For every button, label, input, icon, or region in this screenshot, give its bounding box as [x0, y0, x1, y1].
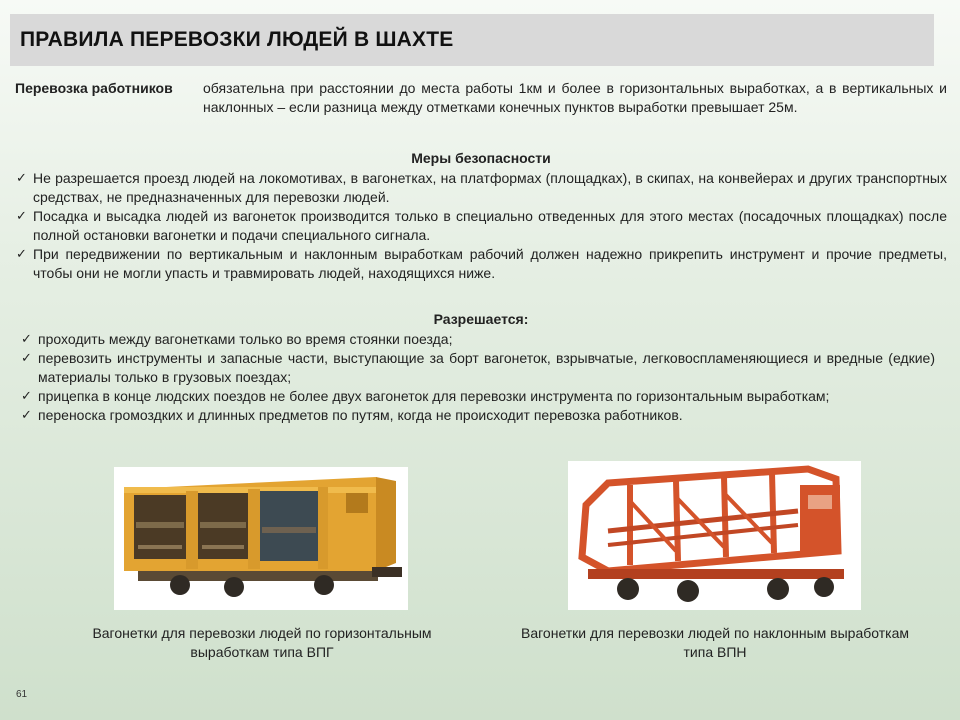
title-bar: [10, 14, 934, 66]
vpn-cart-illustration: [568, 461, 861, 610]
check-icon: ✓: [21, 332, 32, 347]
vpg-cart-illustration: [114, 467, 408, 610]
safety-list: [15, 169, 947, 283]
check-icon: ✓: [16, 209, 27, 224]
list-item: ✓ При передвижении по вертикальным и наклонным выработкам рабочий должен надежно прикрепить инструмент и прочие предметы, чтобы они не могли упасть и травмировать людей, находящихся ниже.: [16, 246, 947, 281]
list-item: ✓ прицепка в конце людских поездов не более двух вагонеток для перевозки инструмента по горизонтальным выработкам;: [21, 388, 830, 404]
allowed-heading: Разрешается:: [433, 311, 529, 327]
allowed-list: [20, 330, 935, 425]
check-icon: ✓: [16, 171, 27, 186]
intro-label: Перевозка работников: [15, 80, 173, 96]
page-number: 61: [16, 689, 28, 700]
list-item: ✓ переноска громоздких и длинных предметов по путям, когда не происходит перевозка работников.: [21, 407, 683, 423]
list-item: ✓ перевозить инструменты и запасные части, выступающие за борт вагонеток, взрывчатые, легковоспламеняющиеся и вредные (едкие) материалы только в грузовых поездах;: [21, 350, 935, 385]
intro-text: обязательна при расстоянии до места работы 1км и более в горизонтальных выработках, а в вертикальных и наклонных – если разница между отметками конечных пунктов выработки превышает 25м.: [203, 80, 947, 115]
safety-heading: Меры безопасности: [411, 150, 551, 166]
intro-paragraph: [15, 79, 947, 117]
check-icon: ✓: [21, 408, 32, 423]
list-item: ✓ Посадка и высадка людей из вагонеток производится только в специально отведенных для этого местах (посадочных площадках) после полной остановки вагонетки и подачи специального сигнала.: [16, 208, 947, 243]
vpn-caption: Вагонетки для перевозки людей по наклонным выработкам типа ВПН: [521, 625, 909, 660]
check-icon: ✓: [16, 247, 27, 262]
vpg-caption: Вагонетки для перевозки людей по горизонтальным выработкам типа ВПГ: [92, 625, 432, 660]
list-item: ✓ Не разрешается проезд людей на локомотивах, в вагонетках, на платформах (площадках), в скипах, на конвейерах и других транспортных средствах, не предназначенных для перевозки людей.: [16, 170, 947, 205]
check-icon: ✓: [21, 389, 32, 404]
page-title: ПРАВИЛА ПЕРЕВОЗКИ ЛЮДЕЙ В ШАХТЕ: [20, 28, 454, 51]
vpn-cart-photo: [568, 461, 861, 610]
list-item: ✓ проходить между вагонетками только во время стоянки поезда;: [21, 331, 453, 347]
check-icon: ✓: [21, 351, 32, 366]
vpg-cart-photo: [114, 467, 408, 610]
